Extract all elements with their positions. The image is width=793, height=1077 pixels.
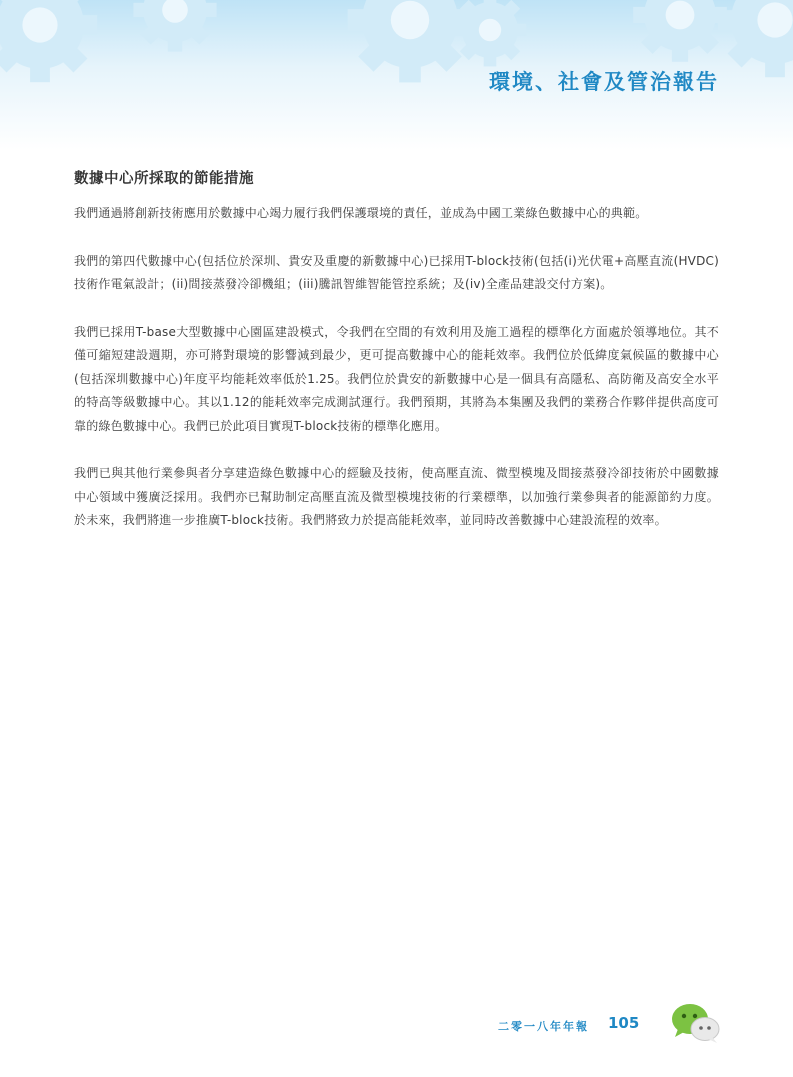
header-band bbox=[0, 0, 793, 150]
wechat-icon bbox=[670, 1002, 722, 1044]
gear-icon bbox=[454, 0, 527, 66]
report-section-title: 環境、社會及管治報告 bbox=[489, 70, 719, 94]
gear-icon bbox=[133, 0, 216, 52]
paragraph: 我們的第四代數據中心(包括位於深圳、貴安及重慶的新數據中心)已採用T-block技術(包括(i)光伏電+高壓直流(HVDC)技術作電氣設計；(ii)間接蒸發冷卻機組；(iii)騰訊智維智能管控系統；及(iv)全產品建設交付方案)。 bbox=[74, 253, 719, 291]
gear-icon bbox=[718, 0, 793, 77]
gear-icon bbox=[0, 0, 97, 82]
paragraph: 我們已與其他行業參與者分享建造綠色數據中心的經驗及技術，使高壓直流、微型模塊及間接蒸發冷卻技術於中國數據中心領域中獲廣泛採用。我們亦已幫助制定高壓直流及微型模塊技術的行業標準，以加強行業參與者的能源節約力度。於未來，我們將進一步推廣T-block技術。我們將致力於提高能耗效率，並同時改善數據中心建設流程的效率。 bbox=[74, 466, 719, 527]
paragraph: 我們通過將創新技術應用於數據中心竭力履行我們保護環境的責任，並成為中國工業綠色數據中心的典範。 bbox=[74, 206, 648, 220]
gear-icon bbox=[348, 0, 473, 82]
main-content bbox=[74, 167, 719, 557]
page-number: 105 bbox=[608, 1014, 640, 1032]
section-heading: 數據中心所採取的節能措施 bbox=[74, 171, 254, 187]
paragraph: 我們已採用T-base大型數據中心園區建設模式，令我們在空間的有效利用及施工過程的標準化方面處於領導地位。其不僅可縮短建設週期，亦可將對環境的影響減到最少，更可提高數據中心的能耗效率。我們位於低緯度氣候區的數據中心(包括深圳數據中心)年度平均能耗效率低於1.25。我們位於貴安的新數據中心是一個具有高隱私、高防衛及高安全水平的特高等級數據中心。其以1.12的能耗效率完成測試運行。我們預期，其將為本集團及我們的業務合作夥伴提供高度可靠的綠色數據中心。我們已於此項目實現T-block技術的標準化應用。 bbox=[74, 324, 719, 433]
footer-report-label: 二零一八年年報 bbox=[498, 1020, 589, 1033]
gear-icon bbox=[633, 0, 727, 62]
